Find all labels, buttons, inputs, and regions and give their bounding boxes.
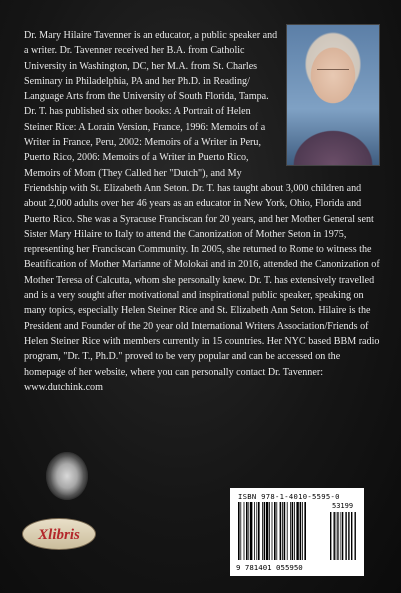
barcode-bar [304, 502, 306, 560]
author-bio-text: Dr. Mary Hilaire Tavenner is an educator, a public speaker and a writer. Dr. Tavenner received her B.A. from Catholic University in Washington, DC, her M.A. from St. Charles Seminary in Philadelphia, PA and her Ph.D. in Reading/ Language Arts from the University of South Florida, Tampa. Dr. T. has published six other books: A Portrait of Helen Steiner Rice: A Lorain Version, France, 1996: Memoirs of a Writer in France, Peru, 2002: Memoirs of a Writer in Peru, Puerto Rico, 2006: Memoirs of a Writer in Puerto Rico, Memoirs of Mom (They Called her "Dutch"), and My Friendship with St. Elizabeth Ann Seton. Dr. T. has taught about 3,000 children and about 2,000 adults over her 46 years as an educator in New York, Ohio, Florida and Puerto Rico. She was a Syracuse Franciscan for 20 years, and her Mother General sent Sister Mary Hilaire to Italy to attend the Canonization of Mother Seton in 1975, representing her Franciscan Community. In 2005, she returned to Rome to witness the Beatification of Mother Marianne of Molokai and in 2016, attended the Canonization of Mother Teresa of Calcutta, whom she personally knew. Dr. T. has extensively travelled and is a very sought after motivational and inspirational public speaker, speaking on many topics, especially Helen Steiner Rice and St. Elizabeth Ann Seton. Hilaire is the President and Founder of the 20 year old International Writers Association/Friends of Helen Steiner Rice with members currently in 15 countries. Her NYC based BBM radio program, "Dr. T., Ph.D." proved to be very popular and can be accessed on the homepage of her website, where you can personally contact Dr. Tavenner: www.dutchink.com [24, 30, 380, 393]
barcode-bar [262, 502, 263, 560]
barcode-addon-bar [341, 512, 342, 560]
barcode-bar [240, 502, 241, 560]
barcode-bar [284, 502, 286, 560]
barcode-addon-bar [348, 512, 349, 560]
barcode-bar [290, 502, 291, 560]
barcode-bar [238, 502, 240, 560]
barcode-bar [302, 502, 303, 560]
author-bio [24, 28, 380, 395]
barcode-bar [264, 502, 266, 560]
barcode-bars [238, 502, 356, 562]
barcode-bar [258, 502, 260, 560]
barcode-addon-bar [355, 512, 356, 560]
barcode-addon-bar [351, 512, 352, 560]
barcode-bar [292, 502, 294, 560]
barcode-bar [287, 502, 288, 560]
price-code: 53199 [332, 502, 354, 510]
publisher-logo [22, 518, 96, 550]
barcode-bar [276, 502, 277, 560]
barcode-addon-bar [338, 512, 339, 560]
barcode-addon-bar [337, 512, 338, 560]
barcode-bar [272, 502, 273, 560]
publisher-logo-text: Xlibris [38, 527, 80, 543]
barcode-bar [296, 502, 298, 560]
barcode-bar [244, 502, 245, 560]
barcode-addon-bar [334, 512, 335, 560]
barcode-bar [250, 502, 252, 560]
xlibris-logo [23, 519, 95, 549]
barcode-addon-bar [330, 512, 331, 560]
barcode [230, 488, 364, 576]
barcode-bar [294, 502, 295, 560]
barcode-bar [256, 502, 257, 560]
barcode-bar [300, 502, 302, 560]
isbn-label: ISBN 978-1-4010-5595-0 [238, 492, 340, 501]
barcode-bar [269, 502, 270, 560]
glasses-decoration [317, 69, 349, 80]
barcode-bar [280, 502, 282, 560]
barcode-bar [248, 502, 249, 560]
baby-photo [46, 452, 88, 500]
barcode-bar [246, 502, 248, 560]
barcode-addon-bar [342, 512, 343, 560]
barcode-bar [254, 502, 255, 560]
barcode-bar [274, 502, 276, 560]
barcode-addon-bar [345, 512, 346, 560]
author-photo [286, 24, 380, 166]
barcode-bar [266, 502, 268, 560]
barcode-bar [282, 502, 283, 560]
barcode-digits: 9 781401 055950 [236, 563, 303, 572]
barcode-addon-bar [336, 512, 337, 560]
